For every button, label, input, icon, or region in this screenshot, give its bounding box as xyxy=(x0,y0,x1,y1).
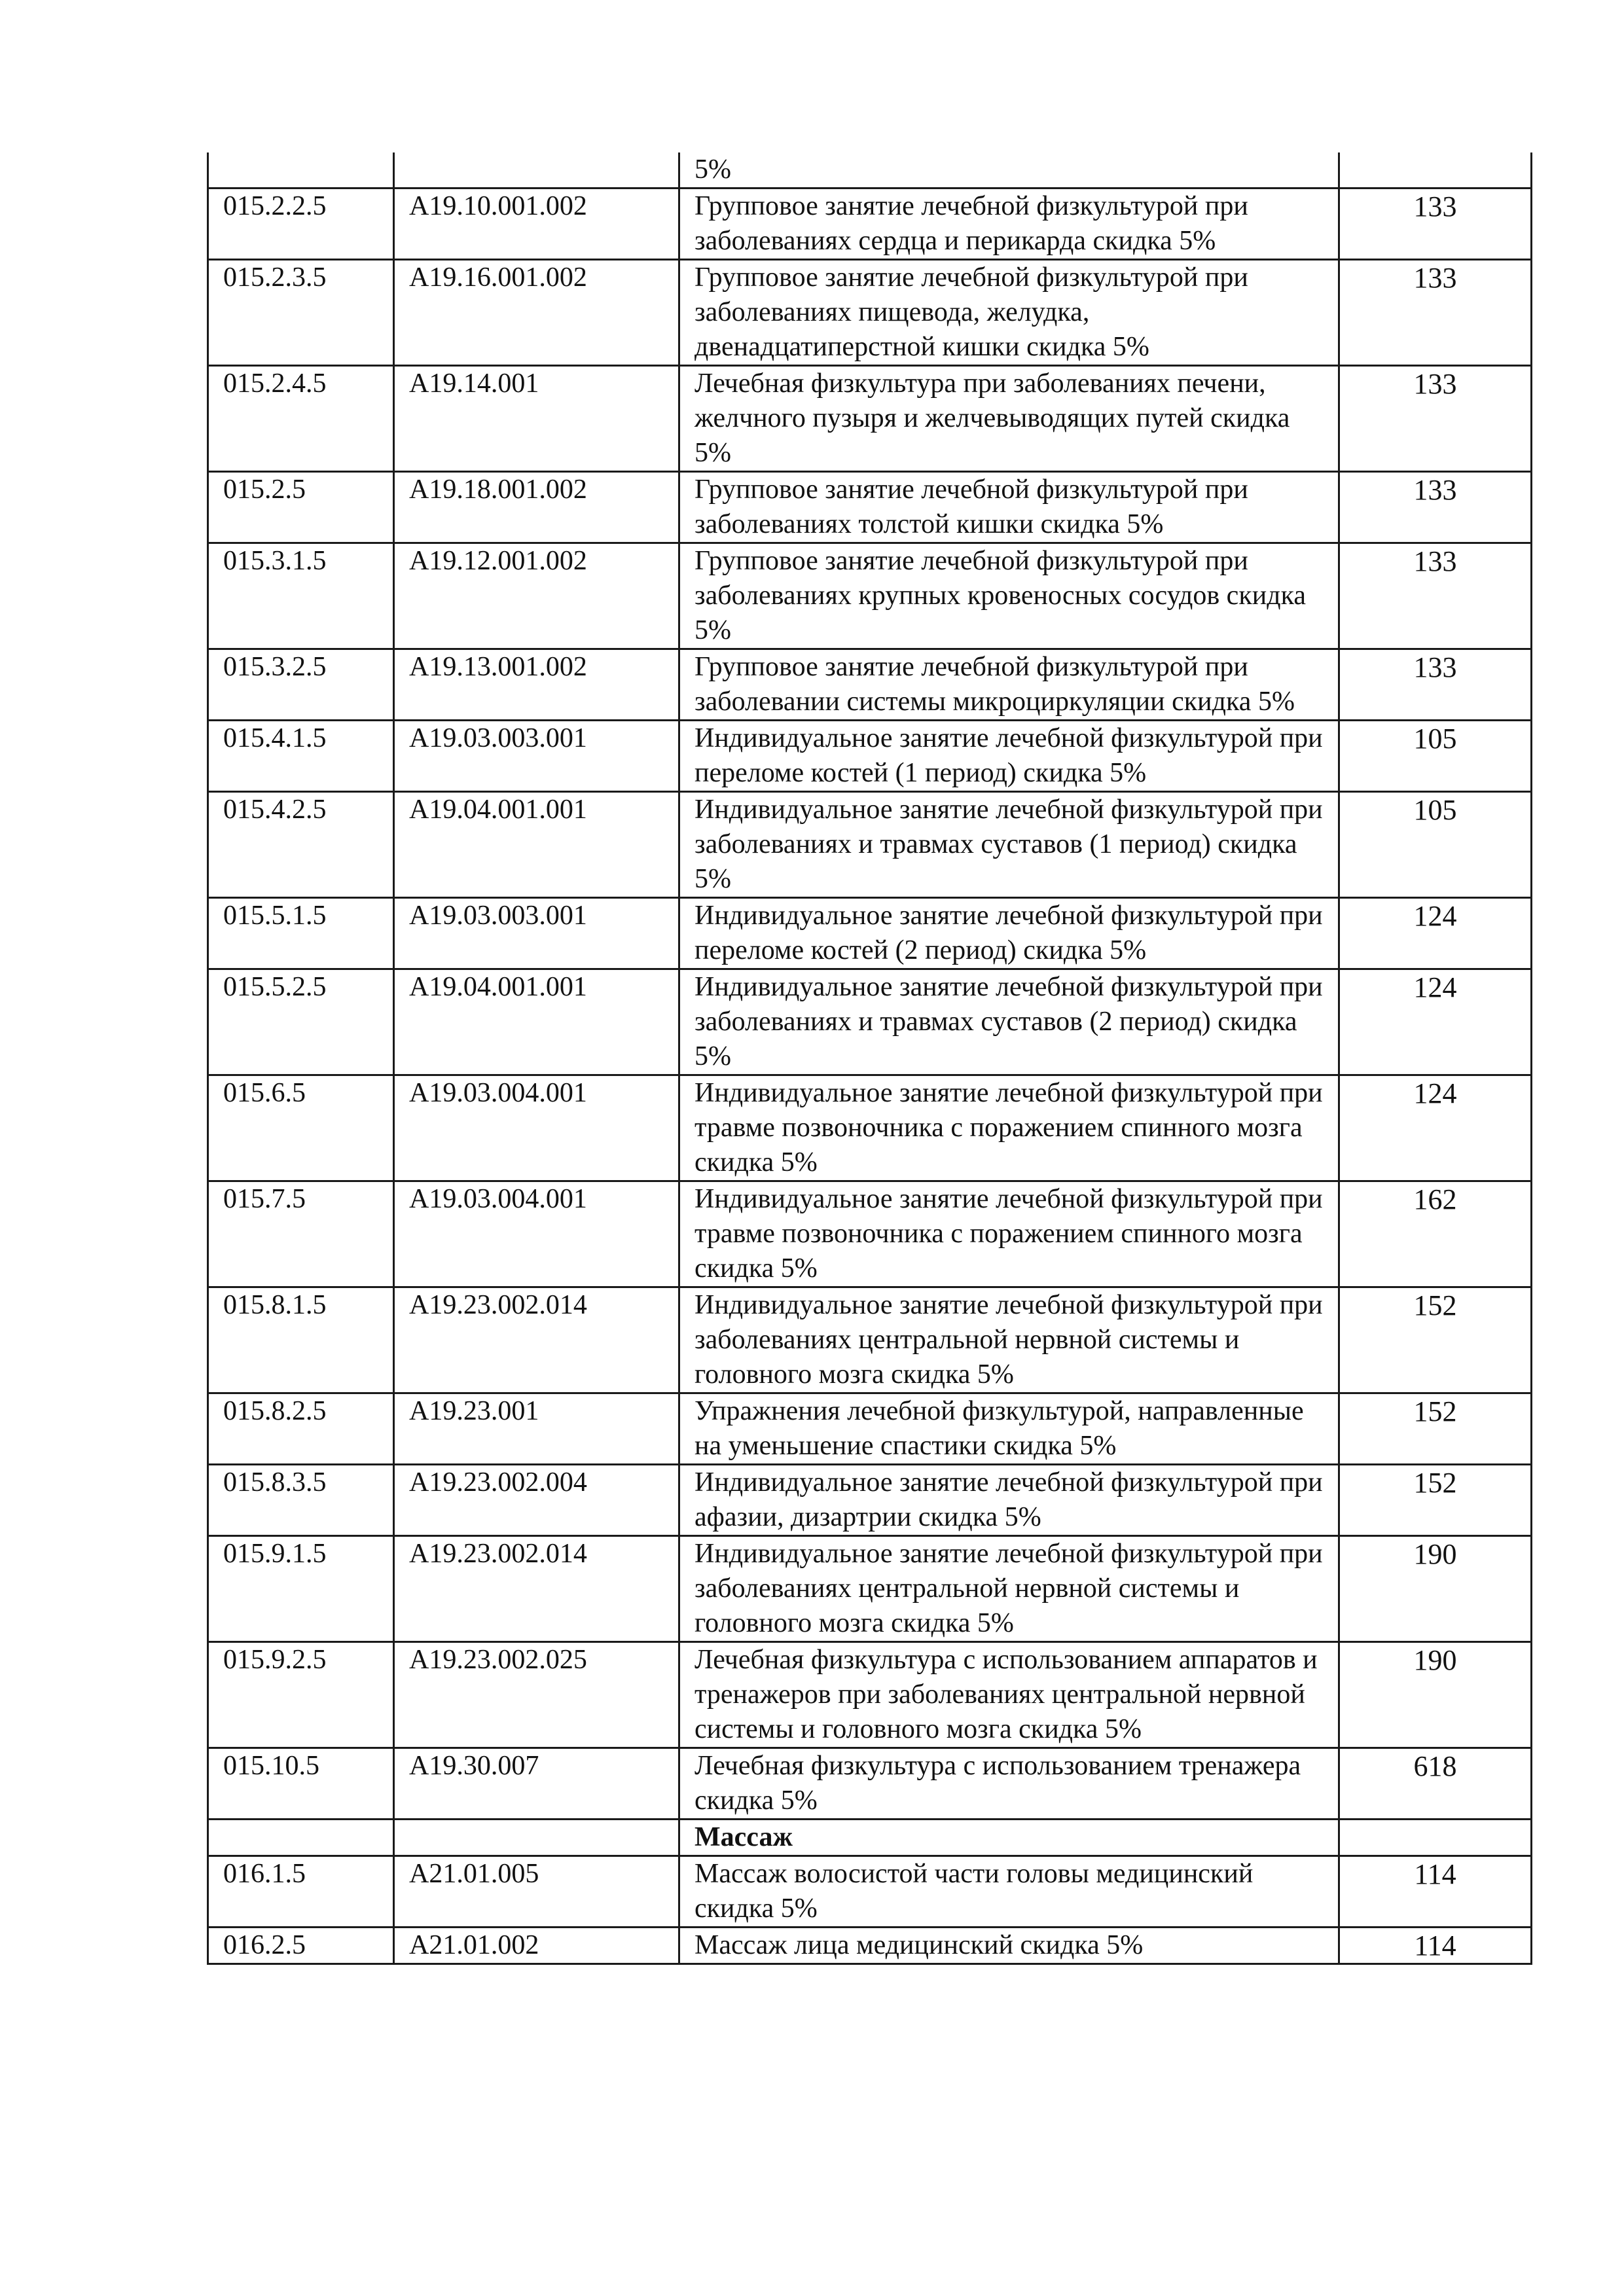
price-cell: 190 xyxy=(1339,1642,1532,1748)
price-cell: 152 xyxy=(1339,1287,1532,1393)
service-code-cell: А19.13.001.002 xyxy=(394,649,679,721)
code-cell: 015.9.1.5 xyxy=(208,1536,394,1642)
code-cell xyxy=(208,152,394,188)
service-code-cell: А19.30.007 xyxy=(394,1748,679,1820)
service-name-cell: Индивидуальное занятие лечебной физкультурой при заболеваниях и травмах суставов (2 период) скидка 5% xyxy=(679,969,1339,1075)
service-code-cell xyxy=(394,152,679,188)
service-name-cell: Индивидуальное занятие лечебной физкультурой при заболеваниях центральной нервной системы и головного мозга скидка 5% xyxy=(679,1536,1339,1642)
price-cell: 133 xyxy=(1339,188,1532,260)
code-cell: 015.3.1.5 xyxy=(208,543,394,649)
code-cell: 015.2.2.5 xyxy=(208,188,394,260)
table-row xyxy=(208,260,1532,366)
service-name-cell: Групповое занятие лечебной физкультурой при заболеваниях сердца и перикарда скидка 5% xyxy=(679,188,1339,260)
service-code-cell: А19.03.003.001 xyxy=(394,898,679,969)
price-cell: 133 xyxy=(1339,260,1532,366)
table-row xyxy=(208,1393,1532,1465)
service-name-cell: Индивидуальное занятие лечебной физкультурой при заболеваниях центральной нервной системы и головного мозга скидка 5% xyxy=(679,1287,1339,1393)
service-name-cell: Массаж волосистой части головы медицинский скидка 5% xyxy=(679,1856,1339,1928)
service-code-cell: А21.01.005 xyxy=(394,1856,679,1928)
service-code-cell: А19.04.001.001 xyxy=(394,969,679,1075)
code-cell: 015.2.5 xyxy=(208,472,394,543)
service-code-cell: А19.23.002.014 xyxy=(394,1287,679,1393)
table-row xyxy=(208,969,1532,1075)
code-cell: 015.6.5 xyxy=(208,1075,394,1181)
price-cell: 152 xyxy=(1339,1465,1532,1536)
table-row xyxy=(208,188,1532,260)
price-cell: 133 xyxy=(1339,649,1532,721)
price-table xyxy=(207,152,1532,1965)
service-code-cell: А19.23.002.025 xyxy=(394,1642,679,1748)
price-cell: 114 xyxy=(1339,1928,1532,1964)
service-name-cell: Упражнения лечебной физкультурой, направленные на уменьшение спастики скидка 5% xyxy=(679,1393,1339,1465)
service-code-cell: А19.03.004.001 xyxy=(394,1181,679,1287)
service-code-cell: А19.10.001.002 xyxy=(394,188,679,260)
service-code-cell: А19.04.001.001 xyxy=(394,792,679,898)
table-row xyxy=(208,1465,1532,1536)
service-code-cell: А19.12.001.002 xyxy=(394,543,679,649)
price-cell: 133 xyxy=(1339,543,1532,649)
service-name-cell: Индивидуальное занятие лечебной физкультурой при заболеваниях и травмах суставов (1 период) скидка 5% xyxy=(679,792,1339,898)
service-name-cell: Индивидуальное занятие лечебной физкультурой при травме позвоночника с поражением спинного мозга скидка 5% xyxy=(679,1181,1339,1287)
service-code-cell xyxy=(394,1820,679,1856)
table-row xyxy=(208,1928,1532,1964)
service-name-cell: Массаж лица медицинский скидка 5% xyxy=(679,1928,1339,1964)
service-name-cell: Групповое занятие лечебной физкультурой при заболеваниях крупных кровеносных сосудов скидка 5% xyxy=(679,543,1339,649)
service-code-cell: А19.23.002.004 xyxy=(394,1465,679,1536)
service-code-cell: А19.14.001 xyxy=(394,366,679,472)
table-row xyxy=(208,366,1532,472)
price-cell: 618 xyxy=(1339,1748,1532,1820)
price-cell: 105 xyxy=(1339,721,1532,792)
price-cell xyxy=(1339,1820,1532,1856)
price-cell: 152 xyxy=(1339,1393,1532,1465)
price-table-body xyxy=(208,152,1532,1964)
service-name-cell: Индивидуальное занятие лечебной физкультурой при афазии, дизартрии скидка 5% xyxy=(679,1465,1339,1536)
code-cell: 015.10.5 xyxy=(208,1748,394,1820)
table-row xyxy=(208,1075,1532,1181)
service-name-cell: Индивидуальное занятие лечебной физкультурой при переломе костей (2 период) скидка 5% xyxy=(679,898,1339,969)
code-cell: 015.5.1.5 xyxy=(208,898,394,969)
code-cell: 015.5.2.5 xyxy=(208,969,394,1075)
table-row-continuation xyxy=(208,152,1532,188)
service-name-cell: Индивидуальное занятие лечебной физкультурой при травме позвоночника с поражением спинного мозга скидка 5% xyxy=(679,1075,1339,1181)
code-cell: 016.1.5 xyxy=(208,1856,394,1928)
code-cell: 015.9.2.5 xyxy=(208,1642,394,1748)
service-code-cell: А19.23.002.014 xyxy=(394,1536,679,1642)
service-code-cell: А19.03.004.001 xyxy=(394,1075,679,1181)
table-row xyxy=(208,1642,1532,1748)
price-cell: 124 xyxy=(1339,969,1532,1075)
code-cell: 016.2.5 xyxy=(208,1928,394,1964)
price-cell: 105 xyxy=(1339,792,1532,898)
table-row xyxy=(208,1287,1532,1393)
table-row xyxy=(208,792,1532,898)
service-code-cell: А19.18.001.002 xyxy=(394,472,679,543)
code-cell: 015.2.4.5 xyxy=(208,366,394,472)
table-row xyxy=(208,721,1532,792)
price-cell: 133 xyxy=(1339,366,1532,472)
table-row xyxy=(208,898,1532,969)
price-cell: 190 xyxy=(1339,1536,1532,1642)
service-name-cell: Лечебная физкультура с использованием аппаратов и тренажеров при заболеваниях центральной нервной системы и головного мозга скидка 5% xyxy=(679,1642,1339,1748)
code-cell xyxy=(208,1820,394,1856)
code-cell: 015.8.3.5 xyxy=(208,1465,394,1536)
service-code-cell: А19.23.001 xyxy=(394,1393,679,1465)
service-name-cell: Лечебная физкультура при заболеваниях печени, желчного пузыря и желчевыводящих путей скидка 5% xyxy=(679,366,1339,472)
price-cell: 124 xyxy=(1339,898,1532,969)
table-row xyxy=(208,1856,1532,1928)
price-cell: 162 xyxy=(1339,1181,1532,1287)
price-cell: 133 xyxy=(1339,472,1532,543)
code-cell: 015.2.3.5 xyxy=(208,260,394,366)
code-cell: 015.8.2.5 xyxy=(208,1393,394,1465)
service-name-cell: Групповое занятие лечебной физкультурой при заболеваниях толстой кишки скидка 5% xyxy=(679,472,1339,543)
price-cell: 114 xyxy=(1339,1856,1532,1928)
table-row xyxy=(208,543,1532,649)
service-code-cell: А21.01.002 xyxy=(394,1928,679,1964)
table-row xyxy=(208,649,1532,721)
code-cell: 015.7.5 xyxy=(208,1181,394,1287)
table-row xyxy=(208,1536,1532,1642)
service-code-cell: А19.16.001.002 xyxy=(394,260,679,366)
code-cell: 015.8.1.5 xyxy=(208,1287,394,1393)
service-name-cell: Лечебная физкультура с использованием тренажера скидка 5% xyxy=(679,1748,1339,1820)
table-row xyxy=(208,472,1532,543)
service-name-cell: 5% xyxy=(679,152,1339,188)
section-header-row xyxy=(208,1820,1532,1856)
service-name-cell: Групповое занятие лечебной физкультурой при заболевании системы микроциркуляции скидка 5% xyxy=(679,649,1339,721)
table-row xyxy=(208,1748,1532,1820)
table-row xyxy=(208,1181,1532,1287)
code-cell: 015.3.2.5 xyxy=(208,649,394,721)
section-title: Массаж xyxy=(679,1820,1339,1856)
code-cell: 015.4.2.5 xyxy=(208,792,394,898)
service-name-cell: Групповое занятие лечебной физкультурой при заболеваниях пищевода, желудка, двенадцатиперстной кишки скидка 5% xyxy=(679,260,1339,366)
price-cell xyxy=(1339,152,1532,188)
price-cell: 124 xyxy=(1339,1075,1532,1181)
service-name-cell: Индивидуальное занятие лечебной физкультурой при переломе костей (1 период) скидка 5% xyxy=(679,721,1339,792)
code-cell: 015.4.1.5 xyxy=(208,721,394,792)
service-code-cell: А19.03.003.001 xyxy=(394,721,679,792)
